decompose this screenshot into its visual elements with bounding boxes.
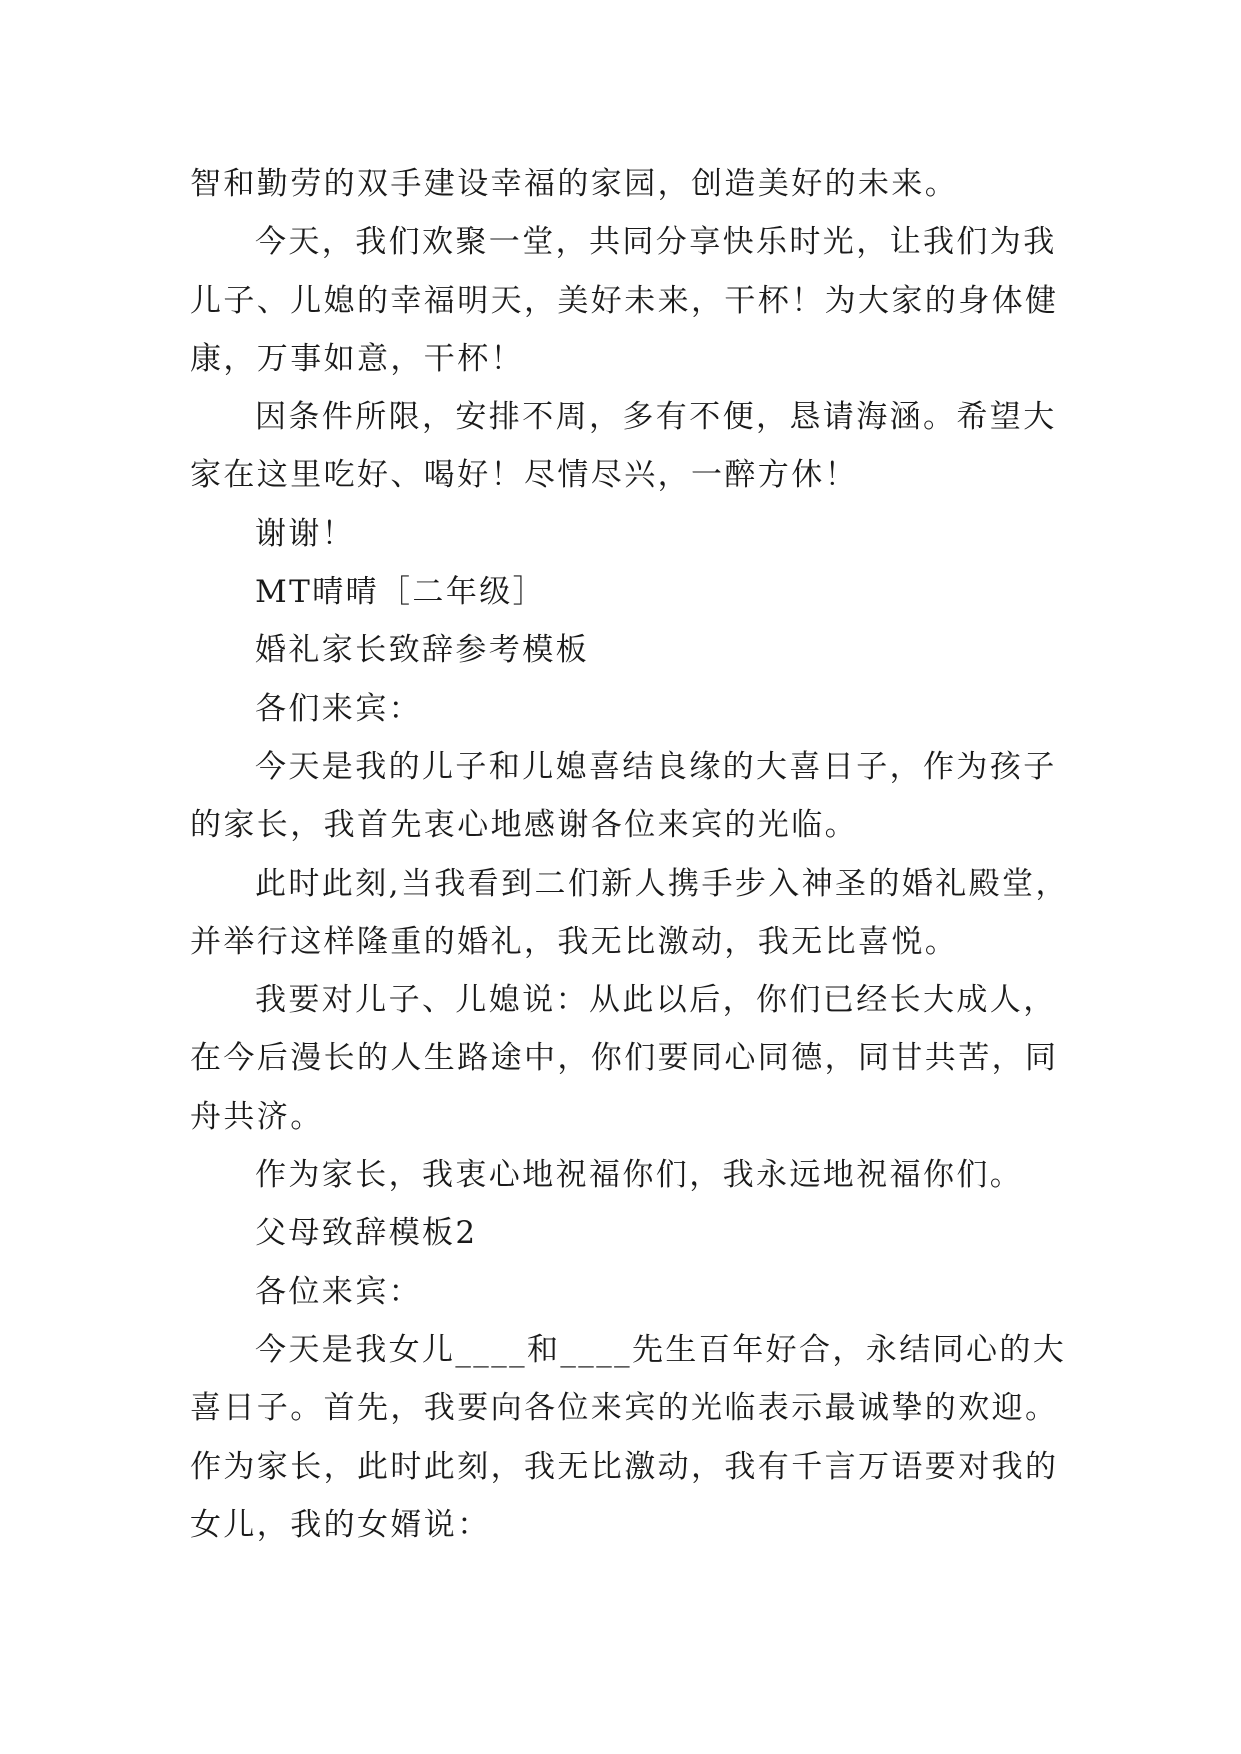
salutation: 各们来宾：	[255, 690, 422, 727]
paragraph-line: 今天是我女儿____和____先生百年好合，永结同心的大	[255, 1331, 1067, 1368]
document-page	[190, 155, 1069, 1554]
closing-thanks: 谢谢！	[255, 515, 356, 552]
paragraph-line: 今天，我们欢聚一堂，共同分享快乐时光，让我们为我	[255, 224, 1057, 261]
paragraph-line: 作为家长，此时此刻，我无比激动，我有千言万语要对我的	[190, 1448, 1059, 1485]
paragraph-line: 我要对儿子、儿媳说：从此以后，你们已经长大成人，	[255, 982, 1057, 1019]
paragraph-line: 作为家长，我衷心地祝福你们，我永远地祝福你们。	[255, 1157, 1024, 1194]
section-title: 婚礼家长致辞参考模板	[255, 632, 589, 669]
paragraph-line: 家在这里吃好、喝好！尽情尽兴，一醉方休！	[190, 457, 858, 494]
paragraph-line: 的家长，我首先衷心地感谢各位来宾的光临。	[190, 807, 858, 844]
salutation: 各位来宾：	[255, 1273, 422, 1310]
paragraph-line: 今天是我的儿子和儿媳喜结良缘的大喜日子，作为孩子	[255, 748, 1057, 785]
paragraph-line: 喜日子。首先，我要向各位来宾的光临表示最诚挚的欢迎。	[190, 1390, 1059, 1427]
paragraph-line: 儿子、儿媳的幸福明天，美好未来，干杯！为大家的身体健	[190, 282, 1059, 319]
paragraph-line: 智和勤劳的双手建设幸福的家园，创造美好的未来。	[190, 166, 959, 202]
paragraph-line: 并举行这样隆重的婚礼，我无比激动，我无比喜悦。	[190, 923, 959, 960]
paragraph-line: 因条件所限，安排不周，多有不便，恳请海涵。希望大	[255, 399, 1057, 436]
paragraph-line: 康，万事如意，干杯！	[190, 340, 524, 377]
paragraph-line: 女儿，我的女婿说：	[190, 1506, 491, 1543]
paragraph-line: 舟共济。	[190, 1098, 324, 1135]
paragraph-line: 此时此刻,当我看到二们新人携手步入神圣的婚礼殿堂，	[255, 865, 1069, 902]
author-credit: MT晴晴［二年级］	[255, 574, 547, 611]
paragraph-line: 在今后漫长的人生路途中，你们要同心同德，同甘共苦，同	[190, 1040, 1059, 1077]
section-title: 父母致辞模板2	[255, 1215, 478, 1252]
